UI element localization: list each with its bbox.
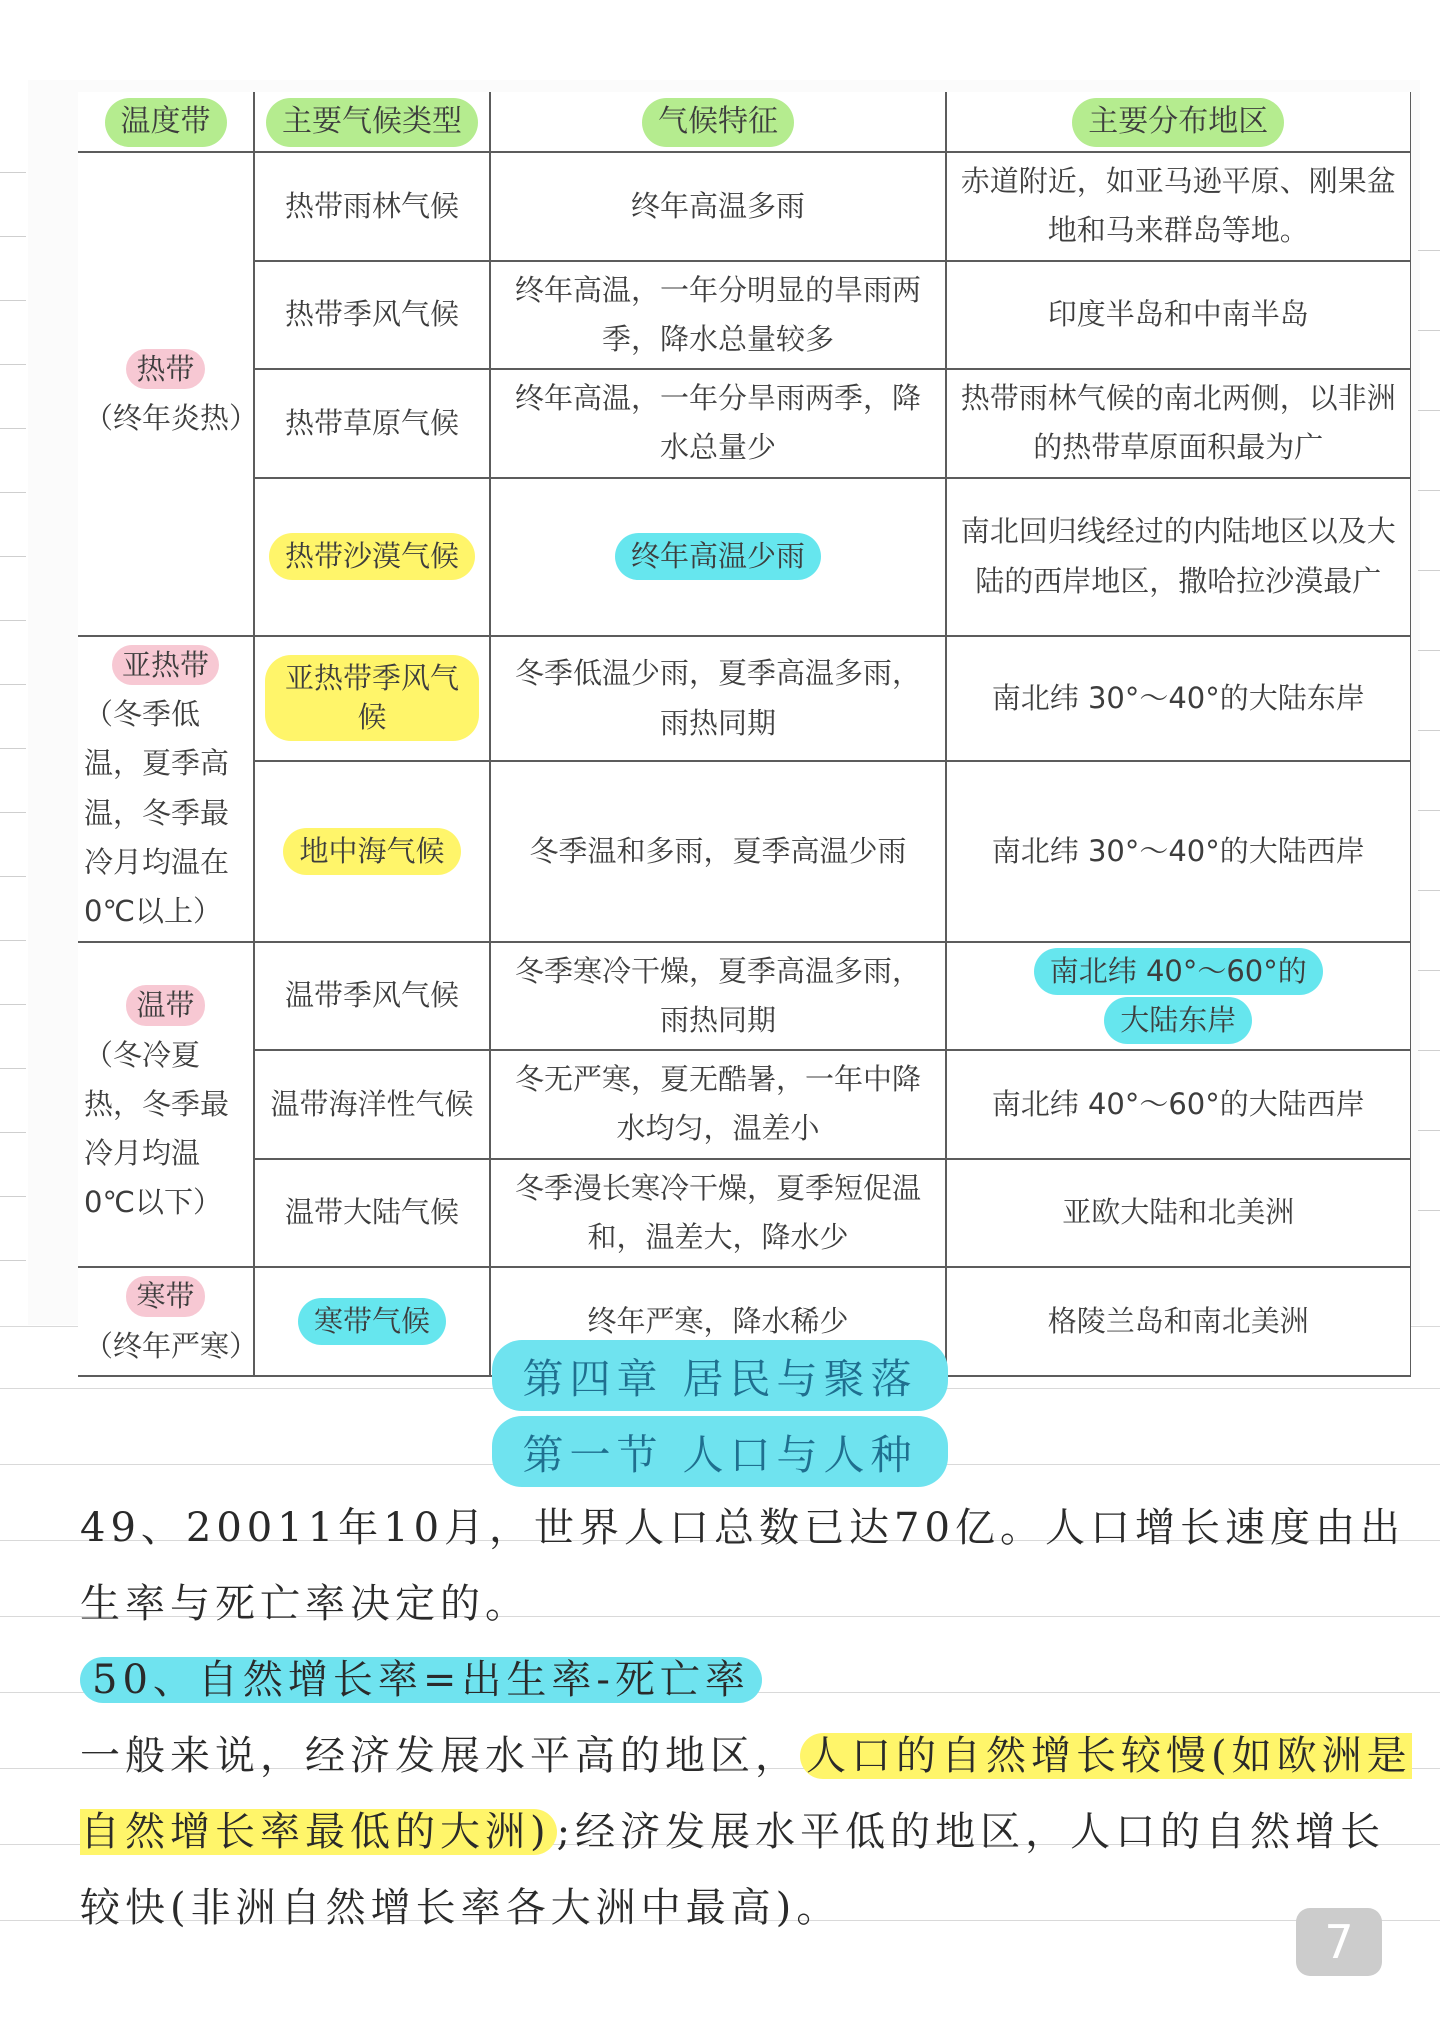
- climate-distribution: 格陵兰岛和南北美洲: [946, 1267, 1410, 1376]
- header-zone: 温度带: [78, 92, 254, 152]
- margin-tick: [0, 1196, 26, 1197]
- climate-type: 温带海洋性气候: [254, 1050, 490, 1159]
- climate-distribution: 赤道附近，如亚马逊平原、刚果盆地和马来群岛等地。: [946, 152, 1410, 261]
- margin-tick: [0, 812, 26, 813]
- table-row: [78, 1159, 1410, 1268]
- margin-tick: [1418, 650, 1440, 651]
- table-row: [78, 761, 1410, 941]
- climate-type: 亚热带季风气候: [254, 636, 490, 761]
- climate-distribution: 印度半岛和中南半岛: [946, 261, 1410, 370]
- margin-tick: [0, 940, 26, 941]
- note-50-highlight: 50、自然增长率=出生率-死亡率: [80, 1657, 762, 1703]
- margin-tick: [1418, 410, 1440, 411]
- margin-tick: [0, 1260, 26, 1261]
- note-51-lead: 一般来说，经济发展水平高的地区，: [80, 1733, 800, 1779]
- margin-tick: [1418, 330, 1440, 331]
- table-row: [78, 1050, 1410, 1159]
- margin-tick: [1418, 970, 1440, 971]
- margin-tick: [0, 748, 26, 749]
- margin-tick: [1418, 810, 1440, 811]
- zone-subtropical: 亚热带 （冬季低温，夏季高温，冬季最冷月均温在0℃以上）: [78, 636, 254, 942]
- header-distribution: 主要分布地区: [946, 92, 1410, 152]
- climate-type: 热带季风气候: [254, 261, 490, 370]
- climate-feature: 终年高温，一年分旱雨两季，降水总量少: [490, 369, 946, 478]
- margin-tick: [1418, 570, 1440, 571]
- margin-tick: [1418, 490, 1440, 491]
- climate-feature: 冬季寒冷干燥，夏季高温多雨，雨热同期: [490, 942, 946, 1051]
- climate-distribution: 南北纬 30°～40°的大陆东岸: [946, 636, 1410, 761]
- margin-tick: [0, 556, 26, 557]
- margin-tick: [1418, 890, 1440, 891]
- zone-tropical: 热带 （终年炎热）: [78, 152, 254, 636]
- margin-tick: [0, 1132, 26, 1133]
- margin-tick: [0, 620, 26, 621]
- climate-table: [78, 92, 1411, 1377]
- table-row: [78, 261, 1410, 370]
- climate-type: 寒带气候: [254, 1267, 490, 1376]
- margin-tick: [0, 876, 26, 877]
- table-row: [78, 478, 1410, 636]
- climate-feature: 终年高温多雨: [490, 152, 946, 261]
- margin-tick: [1418, 1050, 1440, 1051]
- chapter-title: 第四章 居民与聚落: [0, 1340, 1440, 1411]
- climate-type: 温带季风气候: [254, 942, 490, 1051]
- margin-tick: [1418, 1130, 1440, 1131]
- margin-tick: [0, 364, 26, 365]
- table-row: [78, 636, 1410, 761]
- climate-type: 热带雨林气候: [254, 152, 490, 261]
- table-row: [78, 152, 1410, 261]
- note-51-highlight: 人口的自然增长较慢(如欧洲是自然增长率最低的大洲): [80, 1733, 1412, 1855]
- zone-temperate: 温带 （冬冷夏热，冬季最冷月均温 0℃以下）: [78, 942, 254, 1268]
- climate-type: 热带草原气候: [254, 369, 490, 478]
- table-header-row: [78, 92, 1410, 152]
- margin-tick: [1418, 250, 1440, 251]
- climate-type: 地中海气候: [254, 761, 490, 941]
- margin-tick: [1418, 1210, 1440, 1211]
- margin-tick: [0, 1004, 26, 1005]
- climate-feature: 冬季漫长寒冷干燥，夏季短促温和，温差大，降水少: [490, 1159, 946, 1268]
- note-51-tail: ;经济发展水平低的地区，人口的自然增长较快(非洲自然增长率各大洲中最高)。: [80, 1809, 1386, 1931]
- margin-tick: [0, 428, 26, 429]
- climate-feature: 终年高温，一年分明显的旱雨两季，降水总量较多: [490, 261, 946, 370]
- climate-distribution: 南北纬 30°～40°的大陆西岸: [946, 761, 1410, 941]
- zone-frigid: 寒带 （终年严寒）: [78, 1267, 254, 1376]
- climate-distribution: 亚欧大陆和北美洲: [946, 1159, 1410, 1268]
- table-row: [78, 942, 1410, 1051]
- margin-tick: [0, 300, 26, 301]
- margin-tick: [1418, 730, 1440, 731]
- climate-type: 热带沙漠气候: [254, 478, 490, 636]
- margin-tick: [0, 1068, 26, 1069]
- climate-feature: 冬无严寒，夏无酷暑，一年中降水均匀，温差小: [490, 1050, 946, 1159]
- climate-feature: 终年严寒，降水稀少: [490, 1267, 946, 1376]
- note-49: 49、20011年10月，世界人口总数已达70亿。人口增长速度由出生率与死亡率决定的。: [80, 1505, 1405, 1627]
- margin-tick: [0, 684, 26, 685]
- climate-feature: 终年高温少雨: [490, 478, 946, 636]
- margin-tick: [0, 492, 26, 493]
- header-type: 主要气候类型: [254, 92, 490, 152]
- climate-feature: 冬季低温少雨，夏季高温多雨，雨热同期: [490, 636, 946, 761]
- section-title: 第一节 人口与人种: [0, 1416, 1440, 1487]
- note-51: [80, 1718, 1420, 1946]
- climate-type: 温带大陆气候: [254, 1159, 490, 1268]
- table-row: [78, 369, 1410, 478]
- margin-tick: [0, 172, 26, 173]
- note-50: [80, 1642, 1420, 1718]
- climate-distribution: 南北纬 40°～60°的大陆西岸: [946, 1050, 1410, 1159]
- margin-tick: [0, 236, 26, 237]
- climate-feature: 冬季温和多雨，夏季高温少雨: [490, 761, 946, 941]
- climate-distribution: 南北回归线经过的内陆地区以及大陆的西岸地区，撒哈拉沙漠最广: [946, 478, 1410, 636]
- header-feature: 气候特征: [490, 92, 946, 152]
- page-number-badge: 7: [1296, 1908, 1382, 1976]
- climate-distribution: 南北纬 40°～60°的 大陆东岸: [946, 942, 1410, 1051]
- climate-distribution: 热带雨林气候的南北两侧，以非洲的热带草原面积最为广: [946, 369, 1410, 478]
